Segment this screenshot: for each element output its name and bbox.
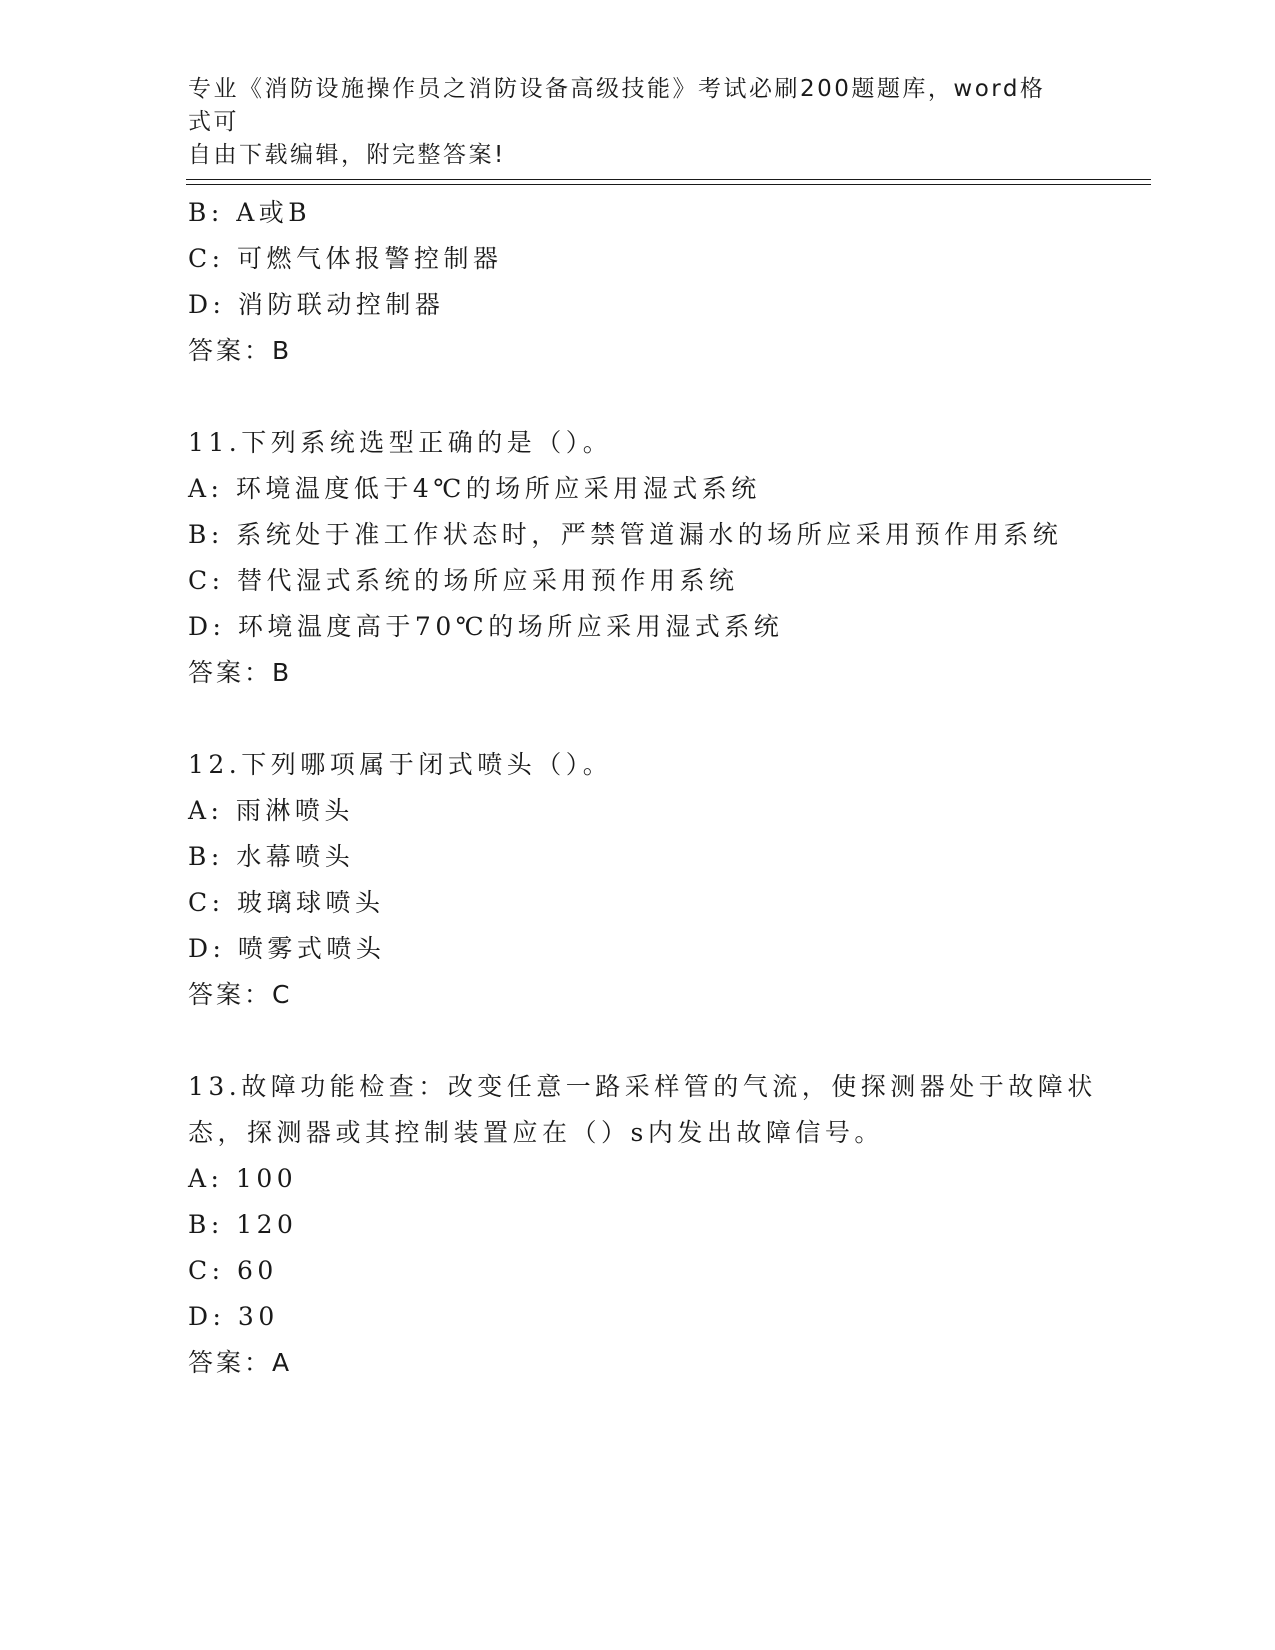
question-11 bbox=[188, 420, 1088, 696]
option-b: B: 水幕喷头 bbox=[188, 842, 355, 871]
header-divider-top bbox=[186, 179, 1151, 180]
question-stem-line-1: 13.故障功能检查：改变任意一路采样管的气流，使探测器处于故障状 bbox=[188, 1072, 1097, 1101]
question-stem: 12.下列哪项属于闭式喷头（）。 bbox=[188, 750, 613, 779]
question-list bbox=[188, 190, 1097, 1386]
option-b: B: 120 bbox=[188, 1210, 298, 1239]
question-13 bbox=[188, 1064, 1097, 1386]
option-a: A: 环境温度低于4℃的场所应采用湿式系统 bbox=[188, 474, 761, 503]
answer: 答案：A bbox=[188, 1348, 293, 1377]
spacer bbox=[188, 374, 1088, 420]
question-12 bbox=[188, 742, 1088, 1018]
header-divider-bottom bbox=[186, 184, 1151, 185]
option-d: D: 30 bbox=[188, 1302, 279, 1331]
answer: 答案：B bbox=[188, 336, 293, 365]
option-d: D: 喷雾式喷头 bbox=[188, 934, 386, 963]
option-b: B: A或B bbox=[188, 198, 312, 227]
question-stem bbox=[188, 1064, 1097, 1156]
option-c: C: 60 bbox=[188, 1256, 278, 1285]
document-header bbox=[188, 73, 1068, 172]
option-d: D: 环境温度高于70℃的场所应采用湿式系统 bbox=[188, 612, 784, 641]
option-a: A: 100 bbox=[188, 1164, 298, 1193]
option-a: A: 雨淋喷头 bbox=[188, 796, 354, 825]
question-stem-line-2: 态，探测器或其控制装置应在（）s内发出故障信号。 bbox=[188, 1118, 884, 1147]
option-b: B: 系统处于准工作状态时，严禁管道漏水的场所应采用预作用系统 bbox=[188, 520, 1063, 549]
header-line-1: 专业《消防设施操作员之消防设备高级技能》考试必刷200题题库，word格式可 bbox=[188, 76, 1046, 135]
answer: 答案：B bbox=[188, 658, 293, 687]
option-d: D: 消防联动控制器 bbox=[188, 290, 445, 319]
option-c: C: 玻璃球喷头 bbox=[188, 888, 385, 917]
option-c: C: 可燃气体报警控制器 bbox=[188, 244, 503, 273]
question-10 bbox=[188, 190, 1088, 374]
question-stem: 11.下列系统选型正确的是（）。 bbox=[188, 428, 613, 457]
spacer bbox=[188, 696, 1088, 742]
spacer bbox=[188, 1018, 1088, 1064]
header-line-2: 自由下载编辑，附完整答案! bbox=[188, 142, 506, 168]
answer: 答案：C bbox=[188, 980, 293, 1009]
option-c: C: 替代湿式系统的场所应采用预作用系统 bbox=[188, 566, 739, 595]
